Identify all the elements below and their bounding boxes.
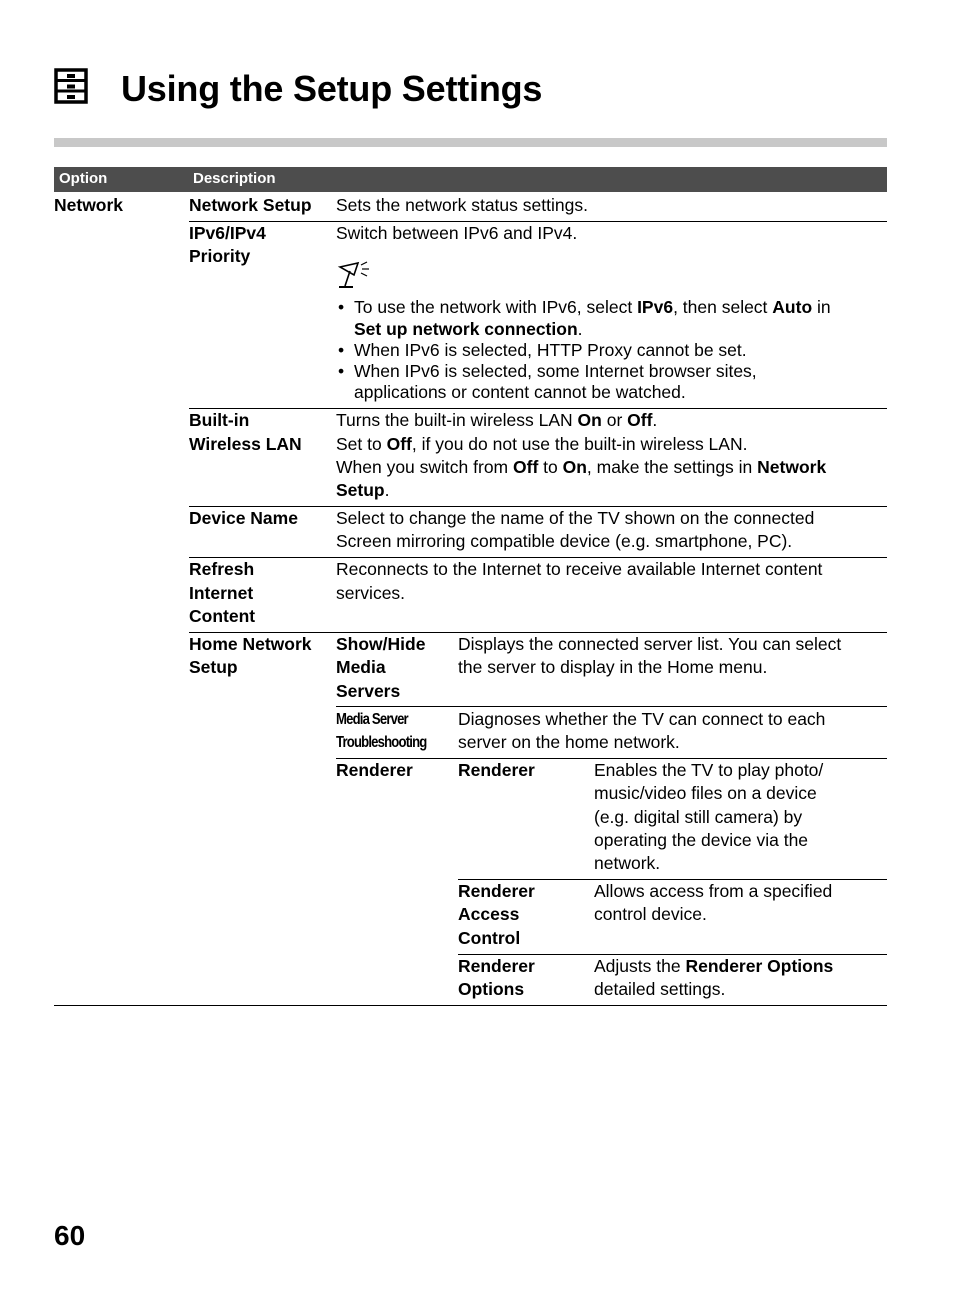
- refresh-label-line2: Internet: [189, 583, 254, 603]
- wireless-label-line1: Built-in: [189, 410, 250, 430]
- show-hide-label-line3: Servers: [336, 681, 401, 701]
- wireless-label-line2: Wireless LAN: [189, 434, 302, 454]
- renderer-desc-line5: network.: [594, 853, 661, 873]
- wireless-desc-line1: Turns the built-in wireless LAN On or Off.: [336, 410, 658, 430]
- header-description: Description: [193, 170, 276, 187]
- table-header: [54, 167, 887, 192]
- device-name-label: Device Name: [189, 508, 298, 528]
- show-hide-label-line1: Show/Hide: [336, 634, 426, 654]
- refresh-desc-line1: Reconnects to the Internet to receive available Internet content: [336, 559, 823, 579]
- renderer-access-desc-line1: Allows access from a specified: [594, 881, 833, 901]
- bullet-dot: •: [338, 340, 345, 360]
- refresh-label-line3: Content: [189, 606, 256, 626]
- row-divider: [336, 706, 887, 707]
- hint-lamp-icon: [336, 259, 372, 291]
- show-hide-desc-line1: Displays the connected server list. You can select: [458, 634, 842, 654]
- troubleshooting-desc-line2: server on the home network.: [458, 732, 680, 752]
- ipv6-label-line2: Priority: [189, 246, 251, 266]
- troubleshooting-label-line1: Media Server: [336, 711, 408, 728]
- renderer-access-label-line1: Renderer: [458, 881, 535, 901]
- renderer-label: Renderer: [458, 760, 535, 780]
- setup-settings-icon: [54, 68, 88, 104]
- category-network: Network: [54, 195, 124, 215]
- home-network-label-line1: Home Network: [189, 634, 312, 654]
- home-network-label-line2: Setup: [189, 657, 238, 677]
- ipv6-bullet-3-line1: When IPv6 is selected, some Internet browser sites,: [354, 361, 757, 381]
- renderer-desc-line1: Enables the TV to play photo/: [594, 760, 824, 780]
- renderer-options-desc-line2: detailed settings.: [594, 979, 726, 999]
- show-hide-label-line2: Media: [336, 657, 386, 677]
- wireless-desc-line4: Setup.: [336, 480, 390, 500]
- renderer-desc-line4: operating the device via the: [594, 830, 809, 850]
- wireless-desc-line3: When you switch from Off to On, make the settings in Network: [336, 457, 827, 477]
- ipv6-label-line1: IPv6/IPv4: [189, 223, 266, 243]
- bullet-dot: •: [338, 361, 345, 381]
- ipv6-bullet-1: To use the network with IPv6, select IPv6, then select Auto in: [354, 297, 831, 317]
- renderer-access-label-line2: Access: [458, 904, 520, 924]
- bullet-dot: •: [338, 297, 345, 317]
- device-name-desc-line1: Select to change the name of the TV shown on the connected: [336, 508, 815, 528]
- refresh-label-line1: Refresh: [189, 559, 255, 579]
- page-title: Using the Setup Settings: [121, 68, 543, 109]
- network-setup-label: Network Setup: [189, 195, 312, 215]
- troubleshooting-label-line2: Troubleshooting: [336, 734, 427, 751]
- renderer-options-label-line1: Renderer: [458, 956, 535, 976]
- renderer-options-label-line2: Options: [458, 979, 525, 999]
- wireless-desc-line2: Set to Off, if you do not use the built-in wireless LAN.: [336, 434, 748, 454]
- ipv6-desc: Switch between IPv6 and IPv4.: [336, 223, 578, 243]
- troubleshooting-desc-line1: Diagnoses whether the TV can connect to each: [458, 709, 826, 729]
- heading-divider: [54, 138, 887, 147]
- table-bottom-rule: [54, 1005, 887, 1006]
- ipv6-bullet-3-line2: applications or content cannot be watched.: [354, 382, 686, 402]
- renderer-desc-line2: music/video files on a device: [594, 783, 817, 803]
- page-number: 60: [54, 1220, 86, 1251]
- network-setup-desc: Sets the network status settings.: [336, 195, 588, 215]
- ipv6-bullet-1-cont: Set up network connection.: [354, 319, 583, 339]
- header-option: Option: [59, 170, 108, 187]
- renderer-access-desc-line2: control device.: [594, 904, 707, 924]
- show-hide-desc-line2: the server to display in the Home menu.: [458, 657, 768, 677]
- renderer-desc-line3: (e.g. digital still camera) by: [594, 807, 803, 827]
- renderer-group-label: Renderer: [336, 760, 413, 780]
- renderer-access-label-line3: Control: [458, 928, 521, 948]
- renderer-options-desc-line1: Adjusts the Renderer Options: [594, 956, 834, 976]
- device-name-desc-line2: Screen mirroring compatible device (e.g. smartphone, PC).: [336, 531, 793, 551]
- ipv6-bullet-2: When IPv6 is selected, HTTP Proxy cannot be set.: [354, 340, 747, 360]
- refresh-desc-line2: services.: [336, 583, 406, 603]
